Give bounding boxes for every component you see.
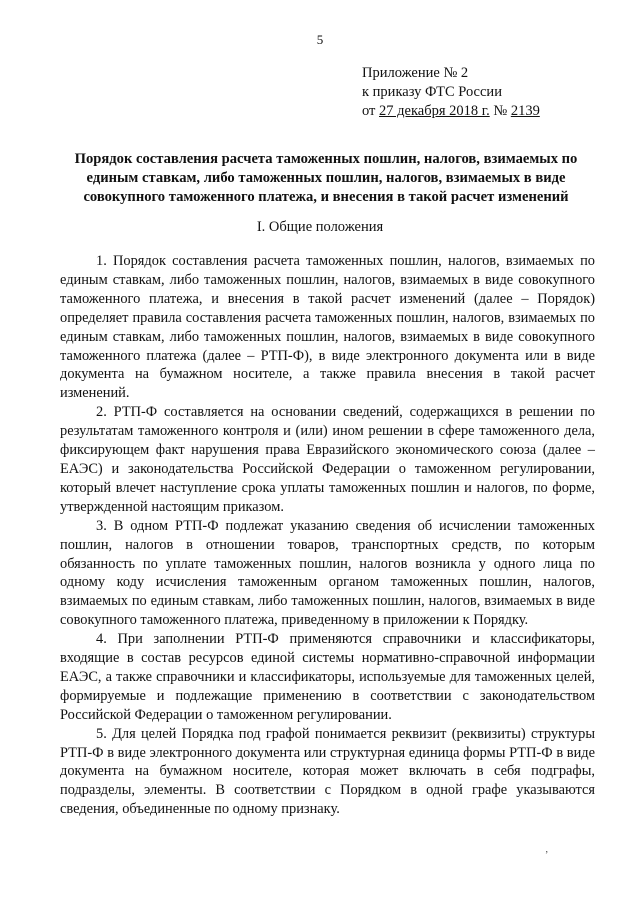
paragraph-2: 2. РТП-Ф составляется на основании сведений, содержащихся в решении по результатам таможенного контроля и (или) ином решении в сфере таможенного дела, фиксирующем факт нарушения права Евразийского экономического союза (далее – ЕАЭС) и законодательства Российской Федерации о таможенном регулировании, который влечет наступление срока уплаты таможенных пошлин и налогов, по форме, утвержденной настоящим приказом. bbox=[60, 404, 595, 515]
appendix-number-prefix: № bbox=[489, 103, 511, 119]
appendix-block bbox=[362, 64, 540, 121]
appendix-line1: Приложение № 2 bbox=[362, 65, 469, 81]
document-title: Порядок составления расчета таможенных пошлин, налогов, взимаемых по единым ставкам, либо таможенных пошлин, налогов, взимаемых в виде совокупного таможенного платежа, и внесения в такой расчет изменений bbox=[74, 151, 578, 205]
appendix-date: 27 декабря 2018 г. bbox=[379, 103, 490, 119]
scan-mark: ʼ bbox=[545, 850, 549, 861]
appendix-line2: к приказу ФТС России bbox=[362, 84, 502, 100]
section-heading: I. Общие положения bbox=[256, 219, 384, 235]
paragraph-3: 3. В одном РТП-Ф подлежат указанию сведения об исчислении таможенных пошлин, налогов в отношении товаров, транспортных средств, по которым обязанность по уплате таможенных пошлин, налогов возникла у одного лица по одному коду исчисления таможенным органом таможенных пошлин, налогов, взимаемых по единым ставкам, либо таможенных пошлин, налогов, взимаемых в виде совокупного таможенного платежа, приведенному в приложении к Порядку. bbox=[60, 517, 595, 629]
appendix-line3 bbox=[362, 102, 540, 121]
page-number: 5 bbox=[316, 32, 324, 47]
paragraph-4: 4. При заполнении РТП-Ф применяются справочники и классификаторы, входящие в состав ресурсов единой системы нормативно-справочной информации ЕАЭС, а также справочники и классификаторы, используемые для таможенных целей, формируемые и подлежащие применению в соответствии с законодательством Российской Федерации о таможенном регулировании. bbox=[60, 631, 595, 723]
paragraph-5: 5. Для целей Порядка под графой понимается реквизит (реквизиты) структуры РТП-Ф в виде электронного документа или структурная единица формы РТП-Ф в виде документа на бумажном носителе, которая может включать в себя подграфы, подразделы, элементы. В соответствии с Порядком в одной графе указываются сведения, объединенные по одному признаку. bbox=[60, 725, 595, 818]
appendix-line3-prefix: от bbox=[362, 103, 380, 119]
appendix-number: 2139 bbox=[510, 103, 540, 119]
paragraph-1: 1. Порядок составления расчета таможенных пошлин, налогов, взимаемых по единым ставкам, либо таможенных пошлин, налогов, взимаемых в виде совокупного таможенного платежа, и внесения в такой расчет изменений (далее – Порядок) определяет правила составления расчета таможенных пошлин, налогов, взимаемых по единым ставкам, либо таможенных пошлин, налогов, взимаемых в виде совокупного таможенного платежа (далее – РТП-Ф), в виде электронного документа или в виде документа на бумажном носителе, а также правила внесения в такой расчет изменений. bbox=[60, 253, 595, 402]
document-body bbox=[60, 252, 595, 819]
